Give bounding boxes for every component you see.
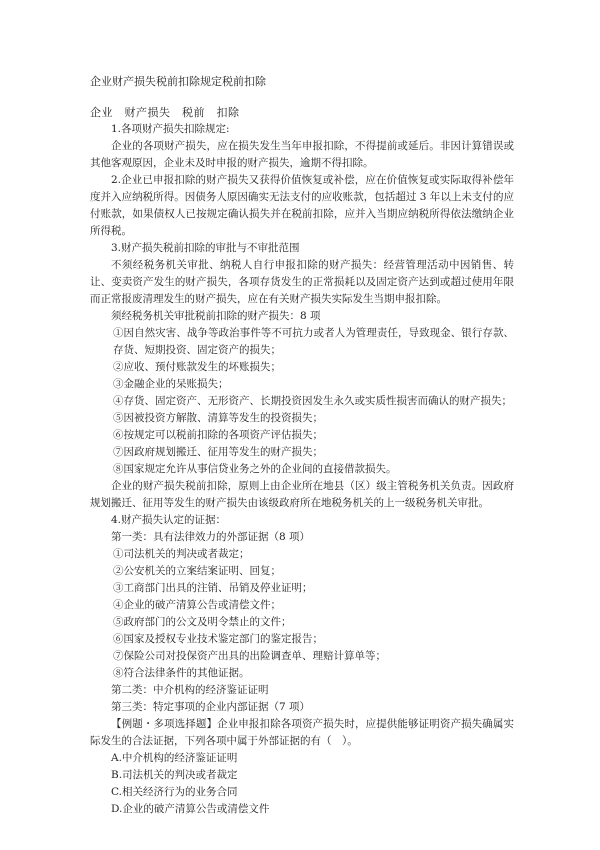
- paragraph: ④企业的破产清算公告或清偿文件；: [113, 599, 281, 611]
- paragraph: B.司法机关的判决或者裁定: [111, 769, 238, 781]
- paragraph: 第二类：中介机构的经济鉴证证明: [111, 684, 269, 696]
- keywords-line: 企业 财产损失 税前 扣除: [90, 106, 240, 119]
- paragraph: 第三类：特定事项的企业内部证据（7 项）: [111, 701, 311, 713]
- paragraph: ①司法机关的判决或者裁定；: [113, 548, 250, 560]
- paragraph: ⑧国家规定允许从事信贷业务之外的企业间的直接借款损失。: [113, 463, 397, 475]
- paragraph: 第一类：具有法律效力的外部证据（8 项）: [111, 531, 311, 543]
- paragraph: ②应收、预付账款发生的坏账损失；: [113, 361, 281, 373]
- paragraph: ⑤政府部门的公文及明令禁止的文件；: [113, 616, 292, 628]
- paragraph: 须经税务机关审批税前扣除的财产损失：8 项: [111, 310, 321, 322]
- paragraph: ⑥国家及授权专业技术鉴定部门的鉴定报告；: [113, 633, 323, 645]
- paragraph: ⑥按规定可以税前扣除的各项资产评估损失；: [113, 429, 323, 441]
- paragraph: ②公安机关的立案结案证明、回复；: [113, 565, 281, 577]
- paragraph: ⑧符合法律条件的其他证据。: [113, 667, 250, 679]
- paragraph: 不须经税务机关审批、纳税人自行申报扣除的财产损失：经营管理活动中因销售、转让、变卖资产发生的财产损失，各项存货发生的正常损耗以及固定资产达到或超过使用年限而正常报废清理发生的财产损失，应在有关财产损失实际发生当期申报扣除。: [90, 259, 514, 305]
- paragraph: ⑦保险公司对投保资产出具的出险调查单、理赔计算单等；: [113, 650, 386, 662]
- paragraph: 1.各项财产损失扣除规定:: [111, 123, 230, 135]
- document-body: [90, 121, 514, 818]
- paragraph: ⑦因政府规划搬迁、征用等发生的财产损失；: [113, 446, 323, 458]
- paragraph: ③工商部门出具的注销、吊销及停业证明；: [113, 582, 313, 594]
- paragraph: ⑤因被投资方解散、清算等发生的投资损失；: [113, 412, 323, 424]
- paragraph: 2.企业已申报扣除的财产损失又获得价值恢复或补偿，应在价值恢复或实际取得补偿年度并入应纳税所得。因债务人原因确实无法支付的应收账款，包括超过 3 年以上未支付的应付账款，如果债权人已按规定确认损失并在税前扣除，应并入当期应纳税所得依法缴纳企业所得税。: [90, 174, 514, 237]
- document-title: 企业财产损失税前扣除规定税前扣除: [90, 75, 266, 88]
- paragraph: 企业的财产损失税前扣除，原则上由企业所在地县（区）级主管税务机关负责。因政府规划搬迁、征用等发生的财产损失由该级政府所在地税务机关的上一级税务机关审批。: [90, 480, 514, 509]
- paragraph: ④存货、固定资产、无形资产、长期投资因发生永久或实质性损害而确认的财产损失；: [113, 395, 512, 407]
- paragraph: C.相关经济行为的业务合同: [111, 786, 238, 798]
- paragraph: 【例题・多项选择题】企业申报扣除各项资产损失时，应提供能够证明资产损失确属实际发生的合法证据，下列各项中属于外部证据的有（ ）。: [90, 718, 514, 747]
- paragraph: 4.财产损失认定的证据：: [111, 514, 227, 526]
- paragraph: A.中介机构的经济鉴证证明: [111, 752, 238, 764]
- paragraph: ③金融企业的呆账损失；: [113, 378, 229, 390]
- paragraph: D.企业的破产清算公告或清偿文件: [111, 803, 270, 815]
- paragraph: 3.财产损失税前扣除的审批与不审批范围: [111, 242, 300, 254]
- paragraph: ①因自然灾害、战争等政治事件等不可抗力或者人为管理责任，导致现金、银行存款、存货、短期投资、固定资产的损失；: [113, 327, 514, 356]
- paragraph: 企业的各项财产损失，应在损失发生当年申报扣除，不得提前或延后。非因计算错误或其他客观原因，企业未及时申报的财产损失，逾期不得扣除。: [90, 140, 514, 169]
